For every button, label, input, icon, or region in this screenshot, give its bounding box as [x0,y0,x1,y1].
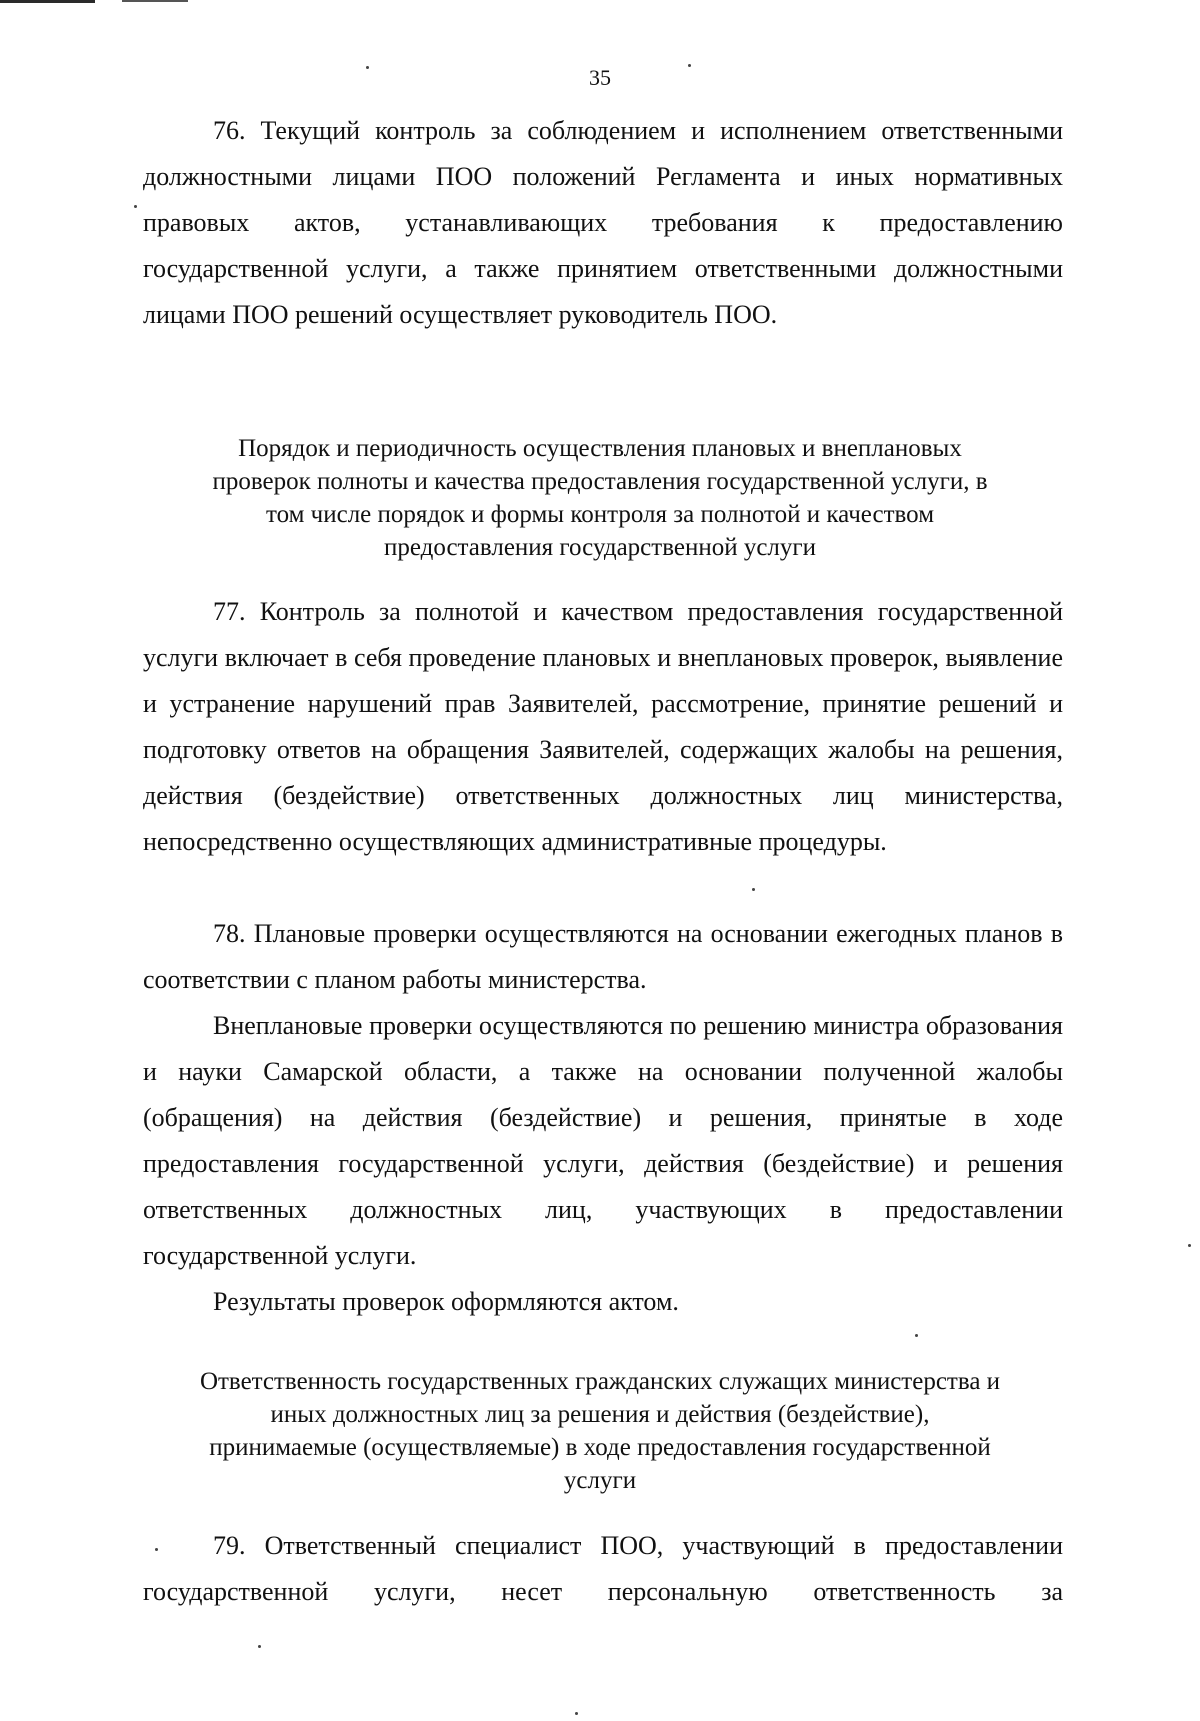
scan-speck [134,205,137,208]
scan-edge-mark [0,0,95,3]
scan-speck [1188,1244,1191,1247]
section-heading-inspections [130,432,1070,564]
paragraph-78-results: Результаты проверок оформляются актом. [213,1287,679,1316]
paragraph-78-unscheduled: Внеплановые проверки осуществляются по решению министра образования и науки Самарской области, а также на основании полученной жалобы (обращения) на действия (бездействие) и решения, принятые в ходе предоставления государственной услуги, действия (бездействие) и решения ответственных должностных лиц, участвующих в предоставлении государственной услуги. [143,1011,1063,1270]
section-heading-responsibility [130,1365,1070,1497]
heading-line: услуги [563,1467,637,1494]
heading-line: иных должностных лиц за решения и действия (бездействие), [270,1401,930,1428]
scan-speck [575,1712,578,1715]
scan-speck [752,888,755,891]
scan-speck [155,1548,158,1551]
paragraph-76: 76. Текущий контроль за соблюдением и исполнением ответственными должностными лицами ПОО положений Регламента и иных нормативных правовых актов, устанавливающих требования к предоставлению государственной услуги, а также принятием ответственными должностными лицами ПОО решений осуществляет руководитель ПОО. [143,116,1063,329]
heading-line: принимаемые (осуществляемые) в ходе предоставления государственной [209,1434,991,1461]
paragraph-79: 79. Ответственный специалист ПОО, участвующий в предоставлении государственной услуги, несет персональную ответственность за [143,1531,1063,1606]
page-number: 35 [589,65,611,90]
scan-speck [366,66,369,69]
scan-speck [915,1334,918,1337]
heading-line: Порядок и периодичность осуществления плановых и внеплановых [238,435,962,462]
heading-line: Ответственность государственных гражданских служащих министерства и [199,1368,1001,1395]
heading-line: проверок полноты и качества предоставления государственной услуги, в [212,468,988,495]
heading-line: том числе порядок и формы контроля за полнотой и качеством [265,501,935,528]
paragraph-77: 77. Контроль за полнотой и качеством предоставления государственной услуги включает в себя проведение плановых и внеплановых проверок, выявление и устранение нарушений прав Заявителей, рассмотрение, принятие решений и подготовку ответов на обращения Заявителей, содержащих жалобы на решения, действия (бездействие) ответственных должностных лиц министерства, непосредственно осуществляющих административные процедуры. [143,597,1063,856]
scan-speck [258,1645,261,1648]
paragraph-78: 78. Плановые проверки осуществляются на основании ежегодных планов в соответствии с планом работы министерства. [143,919,1063,994]
scan-edge-mark [122,0,188,2]
heading-line: предоставления государственной услуги [383,534,817,561]
scan-speck [688,64,691,67]
